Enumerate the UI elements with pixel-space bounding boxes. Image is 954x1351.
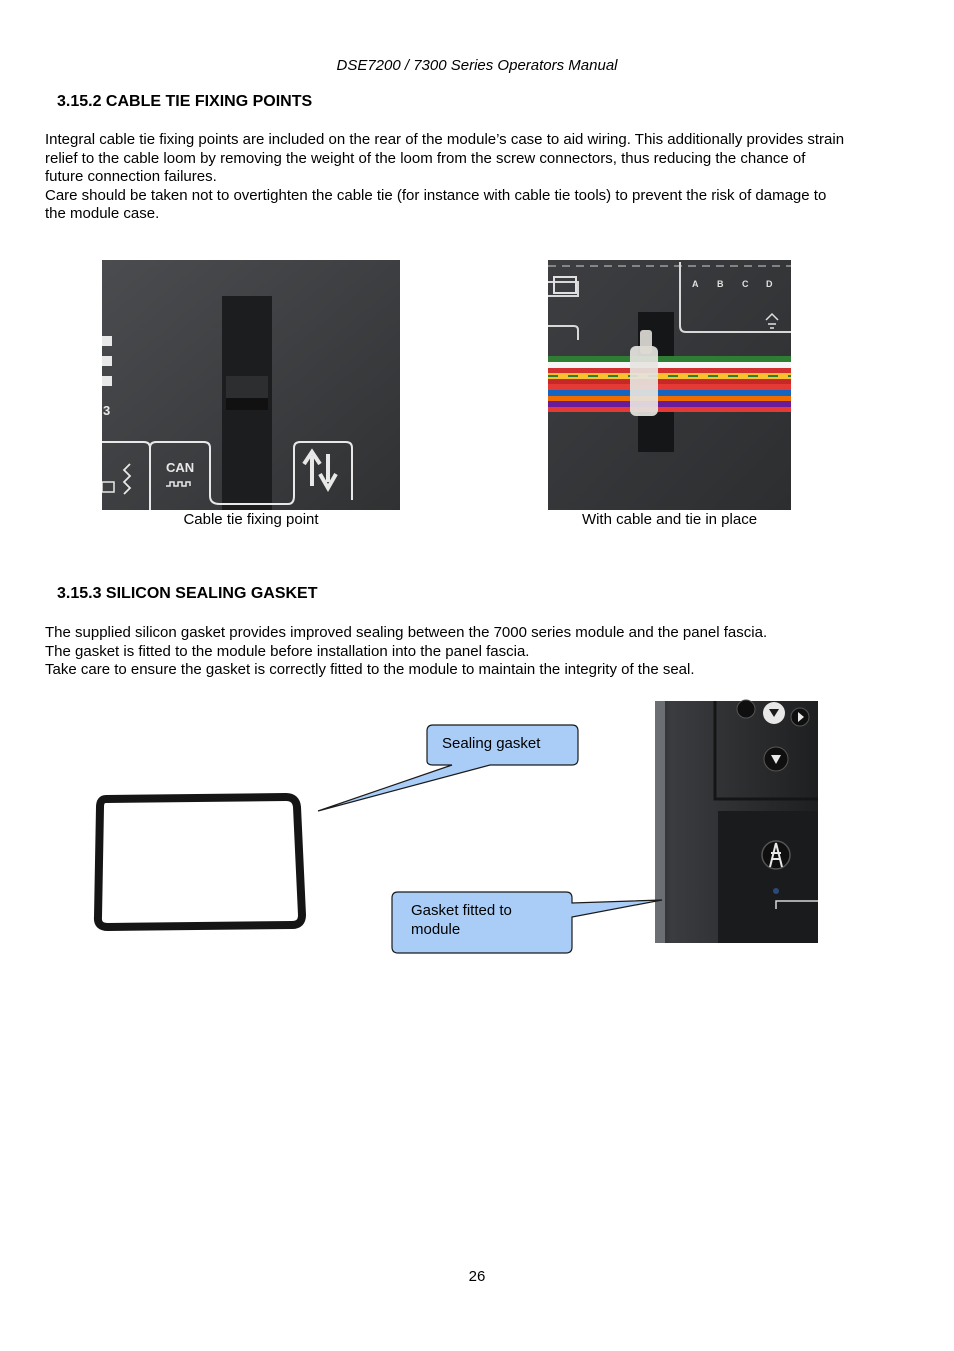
cable-tie — [630, 346, 658, 416]
callout-text-line1: Gasket fitted to — [411, 902, 512, 919]
paragraph: Take care to ensure the gasket is correctly fitted to the module to maintain the integrity of the seal. — [45, 661, 695, 678]
paragraph: The supplied silicon gasket provides improved sealing between the 7000 series module and the panel fascia. — [45, 624, 768, 641]
can-label: CAN — [166, 460, 195, 475]
can-waveform-icon — [166, 482, 190, 486]
module-photo — [655, 700, 818, 943]
page-header: DSE7200 / 7300 Series Operators Manual — [336, 57, 618, 74]
callout-gasket-fitted — [392, 892, 662, 953]
terminal-label-b: B — [717, 279, 724, 289]
callout-text-line2: module — [411, 921, 461, 938]
photo-caption-with-cable: With cable and tie in place — [581, 511, 758, 528]
paragraph: The gasket is fitted to the module before installation into the panel fascia. — [45, 642, 530, 660]
terminal-label-d: D — [766, 279, 773, 289]
cable-tie-description — [45, 131, 845, 224]
terminal-number-label: 3 — [103, 403, 111, 418]
gasket-description — [45, 624, 865, 680]
paragraph: Integral cable tie fixing points are included on the rear of the module’s case to aid wiring. This additionally provides strain relief to the cable loom by removing the weight of the loom from the screw connectors, thus reducing the chance of future connection failures. — [45, 131, 845, 185]
terminal-label-c: C — [742, 279, 749, 289]
photo-caption-fixing-point: Cable tie fixing point — [183, 511, 319, 528]
paragraph: Care should be taken not to overtighten the cable tie (for instance with cable tie tools) to prevent the risk of damage to the module case. — [45, 186, 827, 222]
callout-text: Sealing gasket — [442, 735, 541, 752]
gasket-figure — [0, 695, 954, 960]
terminal-label-a: A — [692, 279, 699, 289]
cable-with-tie-photo — [548, 260, 791, 510]
silicon-gasket — [98, 797, 302, 927]
section-heading-gasket: 3.15.3 SILICON SEALING GASKET — [57, 585, 318, 602]
cable-tie-fixing-photo — [102, 260, 400, 510]
section-heading-cable-tie: 3.15.2 CABLE TIE FIXING POINTS — [57, 93, 313, 110]
callout-sealing-gasket — [318, 725, 578, 811]
cable-loom — [548, 356, 791, 412]
page-number: 26 — [468, 1268, 486, 1285]
